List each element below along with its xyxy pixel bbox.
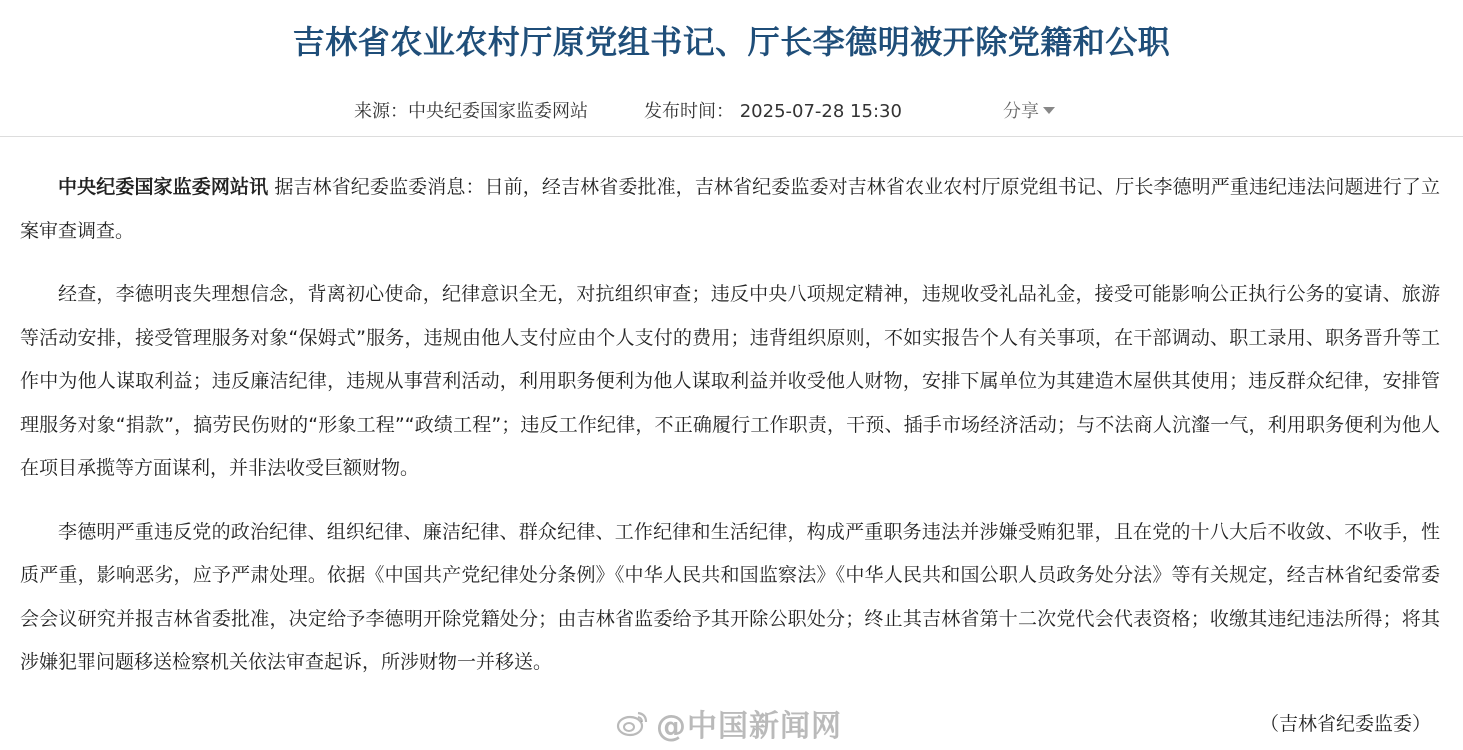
paragraph-text: 据吉林省纪委监委消息：日前，经吉林省委批准，吉林省纪委监委对吉林省农业农村厅原党组书记、厅长李德明严重违纪违法问题进行了立案审查调查。 <box>20 176 1440 242</box>
weibo-icon <box>616 709 650 737</box>
article-title: 吉林省农业农村厅原党组书记、厅长李德明被开除党籍和公职 <box>292 23 1171 61</box>
paragraph-3 <box>20 511 1440 685</box>
share-label: 分享 <box>1003 101 1039 122</box>
watermark <box>616 700 842 746</box>
share-button[interactable] <box>1003 98 1055 126</box>
watermark-text: @中国新闻网 <box>656 709 842 744</box>
paragraph-2 <box>20 273 1440 491</box>
paragraph-text: 经查，李德明丧失理想信念，背离初心使命，纪律意识全无，对抗组织审查；违反中央八项规定精神，违规收受礼品礼金，接受可能影响公正执行公务的宴请、旅游等活动安排，接受管理服务对象“保姆式”服务，违规由他人支付应由个人支付的费用；违背组织原则，不如实报告个人有关事项，在干部调动、职工录用、职务晋升等工作中为他人谋取利益；违反廉洁纪律，违规从事营利活动，利用职务便利为他人谋取利益并收受他人财物，安排下属单位为其建造木屋供其使用；违反群众纪律，安排管理服务对象“捐款”，搞劳民伤财的“形象工程”“政绩工程”；违反工作纪律，不正确履行工作职责，干预、插手市场经济活动；与不法商人沆瀣一气，利用职务便利为他人在项目承揽等方面谋利，并非法收受巨额财物。 <box>20 283 1440 479</box>
article-meta <box>0 98 1463 126</box>
article-body <box>20 166 1440 705</box>
footer-source: （吉林省纪委监委） <box>1259 713 1431 735</box>
meta-divider <box>0 136 1463 137</box>
paragraph-text: 李德明严重违反党的政治纪律、组织纪律、廉洁纪律、群众纪律、工作纪律和生活纪律，构成严重职务违法并涉嫌受贿犯罪，且在党的十八大后不收敛、不收手，性质严重，影响恶劣，应予严肃处理。依据《中国共产党纪律处分条例》《中华人民共和国监察法》《中华人民共和国公职人员政务处分法》等有关规定，经吉林省纪委常委会会议研究并报吉林省委批准，决定给予李德明开除党籍处分；由吉林省监委给予其开除公职处分；终止其吉林省第十二次党代会代表资格；收缴其违纪违法所得；将其涉嫌犯罪问题移送检察机关依法审查起诉，所涉财物一并移送。 <box>20 520 1440 673</box>
paragraph-lead: 中央纪委国家监委网站讯 <box>58 176 269 198</box>
article-source: 来源：中央纪委国家监委网站 <box>354 101 588 122</box>
chevron-down-icon <box>1043 107 1055 114</box>
paragraph-1 <box>20 166 1440 253</box>
publish-time: 发布时间： 2025-07-28 15:30 <box>644 101 902 122</box>
